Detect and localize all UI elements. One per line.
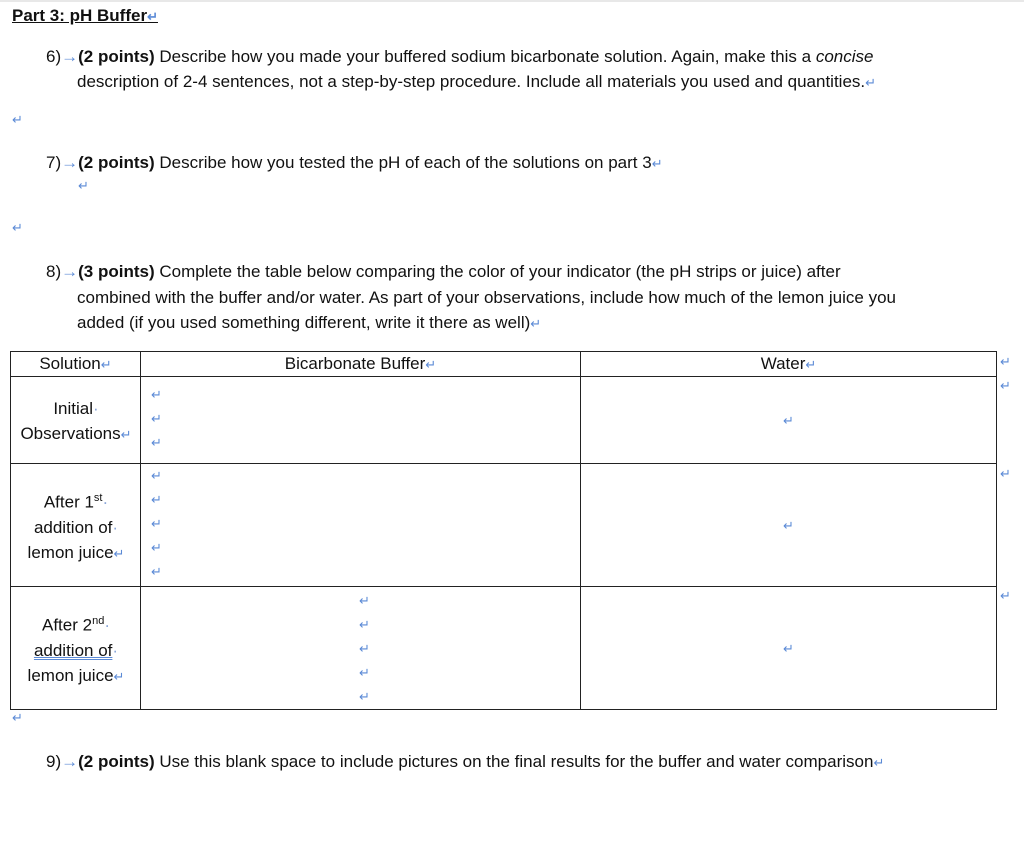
- question-6-line2: description of 2-4 sentences, not a step-by-step procedure. Include all materials you used and quantities.↵: [77, 72, 877, 91]
- row-label-after-first: After 1st· addition of· lemon juice↵: [11, 464, 141, 587]
- row-end-mark: ↵: [1000, 588, 1011, 603]
- question-8: 8)→(3 points) Complete the table below comparing the color of your indicator (the pH strips or juice) after: [46, 262, 841, 281]
- header-water: Water↵: [581, 352, 997, 377]
- cell-buffer-after-first[interactable]: ↵ ↵ ↵ ↵ ↵: [141, 464, 581, 587]
- question-8-line3: added (if you used something different, write it there as well)↵: [77, 313, 542, 332]
- table-header-row: [11, 352, 997, 377]
- question-7-points: (2 points): [78, 153, 155, 172]
- question-8-line2: combined with the buffer and/or water. As part of your observations, include how much of the lemon juice you: [77, 288, 896, 307]
- table-row: [11, 587, 997, 710]
- cell-water-after-second[interactable]: ↵: [581, 587, 997, 710]
- question-6: 6)→(2 points) Describe how you made your buffered sodium bicarbonate solution. Again, make this a concise: [46, 47, 874, 66]
- row-end-mark: ↵: [1000, 466, 1011, 481]
- comparison-table: [10, 351, 997, 710]
- section-title: Part 3: pH Buffer↵: [12, 6, 158, 25]
- question-9: 9)→(2 points) Use this blank space to include pictures on the final results for the buffer and water comparison↵: [46, 752, 885, 771]
- row-end-mark: ↵: [1000, 378, 1011, 393]
- top-rule: [0, 0, 1024, 2]
- cell-water-after-first[interactable]: ↵: [581, 464, 997, 587]
- table-row: [11, 377, 997, 464]
- table-row: [11, 464, 997, 587]
- cell-buffer-initial[interactable]: ↵ ↵ ↵: [141, 377, 581, 464]
- row-label-after-second: After 2nd· addition of· lemon juice↵: [11, 587, 141, 710]
- paragraph-mark: ↵: [12, 710, 23, 725]
- paragraph-mark: ↵: [12, 112, 23, 127]
- paragraph-mark: ↵: [78, 178, 89, 193]
- question-8-points: (3 points): [78, 262, 155, 281]
- header-bicarbonate-buffer: Bicarbonate Buffer↵: [141, 352, 581, 377]
- question-6-number: 6): [46, 47, 62, 66]
- question-7: 7)→(2 points) Describe how you tested the pH of each of the solutions on part 3↵: [46, 153, 663, 172]
- cell-buffer-after-second[interactable]: ↵ ↵ ↵ ↵ ↵: [141, 587, 581, 710]
- row-end-mark: ↵: [1000, 354, 1011, 369]
- question-6-italic: concise: [815, 47, 874, 66]
- question-9-points: (2 points): [78, 752, 155, 771]
- row-label-initial: Initial· Observations↵: [11, 377, 141, 464]
- question-6-points: (2 points): [78, 47, 155, 66]
- cell-water-initial[interactable]: ↵: [581, 377, 997, 464]
- paragraph-mark: ↵: [12, 220, 23, 235]
- header-solution: Solution↵: [11, 352, 141, 377]
